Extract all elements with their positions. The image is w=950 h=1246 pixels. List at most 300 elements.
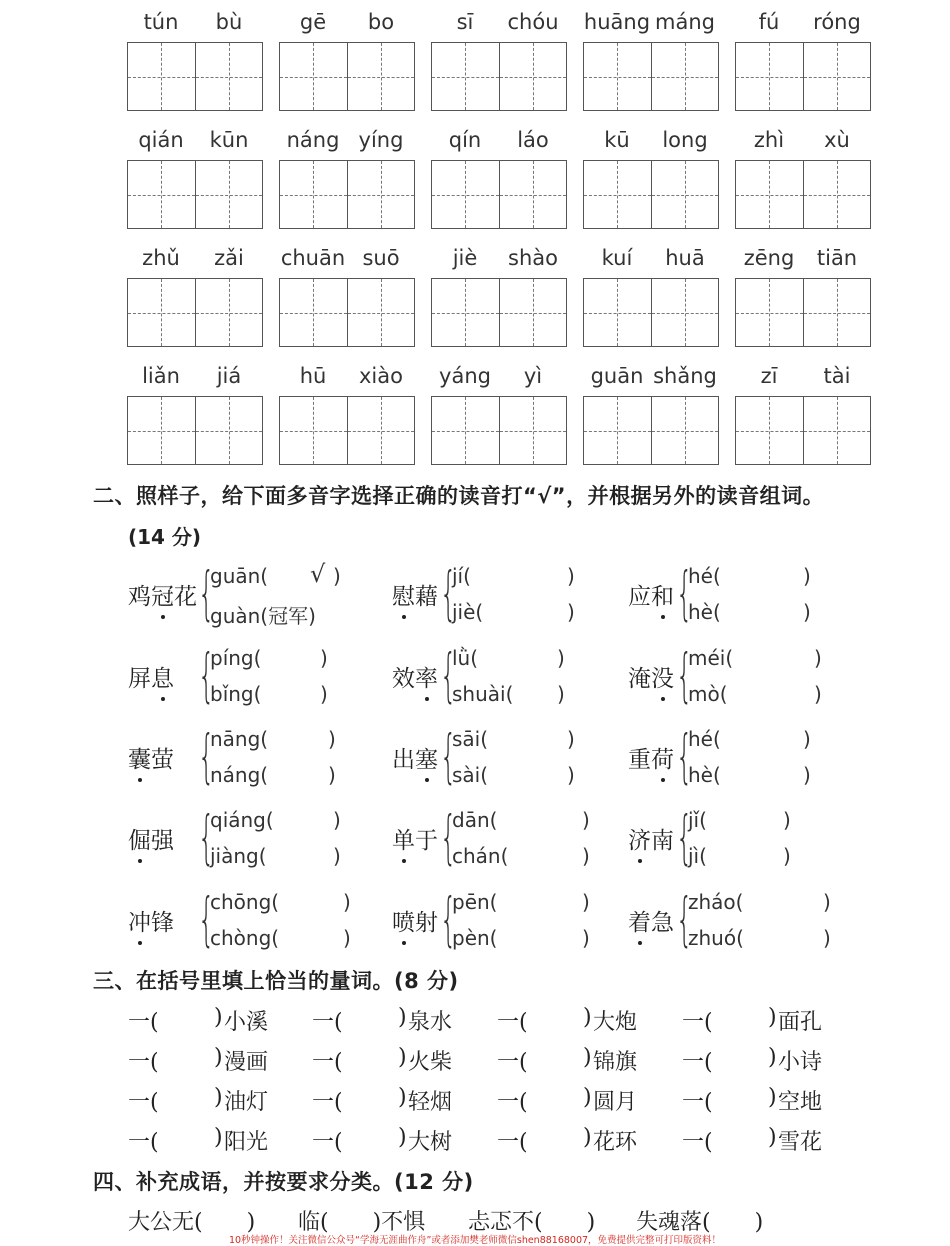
noun-label: 锦旗 [593,1050,638,1075]
writing-grid[interactable] [431,278,567,347]
dotted-char: 冠 [151,578,174,611]
section-4-title: 四、补充成语，并按要求分类。(12 分) [93,1170,474,1194]
pinyin-label [583,364,719,390]
prefix-yi: 一( [312,1090,343,1115]
dotted-char: 冲 [128,904,151,937]
brace-icon: { [676,722,693,790]
idiom-blank[interactable]: 临( )不惧 [298,1210,426,1235]
writing-grid[interactable] [735,278,871,347]
paren-close: ) [333,564,341,588]
reading-text: sāi( [452,727,489,751]
paren-close: ) [768,1085,777,1110]
reading-option-2[interactable] [210,926,363,950]
reading-text: dān( [452,808,498,832]
paren-close: ) [567,763,575,787]
writing-cell[interactable] [195,279,263,346]
pinyin-label [127,10,263,36]
writing-cell[interactable] [736,43,803,110]
writing-cell[interactable] [432,43,499,110]
reading-option-2[interactable] [688,844,803,868]
paren-close: ) [582,926,590,950]
pinyin-syllable: xiào [359,364,403,388]
pinyin-syllable: tài [823,364,851,388]
noun-label: 大炮 [593,1010,638,1035]
polyphone-word [128,660,174,693]
writing-cell[interactable] [499,161,567,228]
reading-option-2[interactable] [688,600,823,624]
paren-close: ) [803,564,811,588]
writing-cell[interactable] [432,397,499,464]
section-2-score: (14 分) [128,525,202,549]
paren-close: ) [582,844,590,868]
polyphone-word [128,904,174,937]
idiom-blank[interactable]: 大公无( ) [128,1210,256,1235]
writing-cell[interactable] [803,397,871,464]
polyphone-word [628,822,674,855]
writing-grid[interactable] [127,160,263,229]
reading-text: chán( [452,844,509,868]
reading-text: qiáng( [210,808,274,832]
reading-text: zhuó( [688,926,744,950]
writing-cell[interactable] [499,397,567,464]
pinyin-label [583,128,719,154]
noun-label: 泉水 [408,1010,453,1035]
brace-icon: { [440,803,457,871]
polyphone-word [128,822,174,855]
reading-option-1[interactable] [452,808,602,832]
word-char: 于 [415,828,438,854]
paren-close: ) [583,1045,592,1070]
polyphone-word [128,741,174,774]
paren-close: ) [803,600,811,624]
paren-close: ) [320,682,328,706]
pinyin-syllable: yì [523,364,543,388]
footer-note: 10秒钟操作！关注微信公众号“学海无涯曲作舟”或者添加樊老师微信shen88168007，免费提供完整可打印版资料！ [228,1235,722,1246]
idiom-blank[interactable]: 失魂落( ) [636,1210,764,1235]
word-char: 淹 [628,666,651,692]
writing-grid[interactable] [583,42,719,111]
word-char: 屏 [128,666,151,692]
writing-cell[interactable] [128,397,195,464]
pinyin-syllable: láo [517,128,549,152]
prefix-yi: 一( [312,1130,343,1155]
writing-cell[interactable] [651,161,719,228]
writing-cell[interactable] [499,279,567,346]
pinyin-label [279,10,415,36]
pinyin-syllable: qín [448,128,482,152]
reading-option-1[interactable] [688,727,823,751]
brace-icon: { [198,885,215,953]
pinyin-syllable: liǎn [142,364,180,388]
reading-option-1[interactable] [688,890,843,914]
paren-close: ) [823,890,831,914]
noun-label: 花环 [593,1130,638,1155]
pinyin-syllable: huāng [583,10,651,34]
brace-icon: { [676,641,693,709]
writing-cell[interactable] [736,279,803,346]
pinyin-syllable: yáng [439,364,491,388]
polyphone-word [628,741,674,774]
word-char: 鸡 [128,584,151,610]
noun-label: 面孔 [778,1010,823,1035]
writing-cell[interactable] [736,161,803,228]
word-char: 急 [651,910,674,936]
pinyin-syllable: tiān [816,246,858,270]
writing-cell[interactable] [280,397,347,464]
writing-cell[interactable] [584,43,651,110]
pinyin-syllable: suō [362,246,400,270]
pinyin-syllable: máng [655,10,715,34]
reading-text: píng( [210,646,262,670]
noun-label: 空地 [778,1090,823,1115]
writing-grid[interactable] [735,42,871,111]
prefix-yi: 一( [497,1010,528,1035]
paren-close: ) [328,763,336,787]
paren-close: ) [214,1085,223,1110]
paren-close: ) [814,646,822,670]
reading-option-2[interactable] [688,763,823,787]
reading-text: chòng( [210,926,280,950]
pinyin-syllable: qián [138,128,184,152]
pinyin-syllable: sī [456,10,474,34]
pinyin-label [127,364,263,390]
writing-cell[interactable] [584,397,651,464]
noun-label: 火柴 [408,1050,453,1075]
reading-option-2[interactable] [452,763,587,787]
writing-cell[interactable] [280,161,347,228]
writing-cell[interactable] [803,279,871,346]
reading-text: jiè( [452,600,484,624]
reading-option-2[interactable] [452,600,587,624]
writing-cell[interactable] [347,397,415,464]
polyphone-word [392,904,438,937]
brace-icon: { [198,803,215,871]
word-char: 锋 [151,910,174,936]
section-3-title: 三、在括号里填上恰当的量词。(8 分) [93,969,459,993]
writing-cell[interactable] [347,43,415,110]
pinyin-label [127,246,263,272]
writing-grid[interactable] [735,160,871,229]
writing-cell[interactable] [195,161,263,228]
paren-close: ) [823,926,831,950]
reading-text: guān( [210,564,269,588]
reading-text: chōng( [210,890,280,914]
pinyin-syllable: kuí [601,246,633,270]
paren-close: ) [768,1125,777,1150]
pinyin-label [279,246,415,272]
noun-label: 小诗 [778,1050,823,1075]
reading-text: nāng( [210,727,269,751]
pinyin-syllable: long [662,128,708,152]
writing-grid[interactable] [279,160,415,229]
writing-cell[interactable] [128,161,195,228]
pinyin-syllable: zēng [743,246,795,270]
reading-text: sài( [452,763,489,787]
pinyin-syllable: yíng [358,128,404,152]
writing-grid[interactable] [279,396,415,465]
paren-close: ) [333,844,341,868]
reading-option-1[interactable] [688,646,834,670]
reading-option-2[interactable] [210,763,348,787]
pinyin-label [583,246,719,272]
brace-icon: { [440,559,457,627]
idiom-blank[interactable]: 忐忑不( ) [468,1210,596,1235]
writing-grid[interactable] [583,278,719,347]
paren-close: ) [557,682,565,706]
writing-cell[interactable] [280,43,347,110]
reading-option-1[interactable] [452,890,602,914]
pinyin-syllable: gē [299,10,327,34]
word-char: 效 [392,666,415,692]
polyphone-word [392,822,438,855]
reading-text: náng( [210,763,269,787]
pinyin-syllable: jiá [216,364,242,388]
paren-close: ) [783,808,791,832]
pinyin-syllable: róng [813,10,861,34]
paren-close: ) [567,727,575,751]
paren-close: ) [583,1125,592,1150]
writing-cell[interactable] [499,43,567,110]
reading-text: bǐng( [210,682,262,706]
paren-close: ) [214,1045,223,1070]
word-char: 强 [151,828,174,854]
paren-close: ) [567,600,575,624]
paren-close: ) [768,1005,777,1030]
pinyin-label [735,10,871,36]
paren-close: ) [803,727,811,751]
writing-cell[interactable] [195,43,263,110]
writing-cell[interactable] [128,279,195,346]
writing-cell[interactable] [432,279,499,346]
check-mark: √ [310,560,326,588]
prefix-yi: 一( [128,1130,159,1155]
prefix-yi: 一( [682,1050,713,1075]
brace-icon: { [440,885,457,953]
prefix-yi: 一( [682,1090,713,1115]
paren-close: ) [557,646,565,670]
reading-option-2[interactable] [210,600,353,629]
paren-close: ) [214,1005,223,1030]
prefix-yi: 一( [497,1130,528,1155]
pinyin-syllable: hū [299,364,327,388]
writing-grid[interactable] [431,42,567,111]
pinyin-syllable: bo [367,10,395,34]
reading-option-1[interactable] [688,808,803,832]
pinyin-syllable: náng [286,128,340,152]
reading-text: hé( [688,727,721,751]
paren-close: ) [783,844,791,868]
paren-close: ) [398,1005,407,1030]
paren-close: ) [333,808,341,832]
pinyin-syllable: jiè [452,246,478,270]
dotted-char: 和 [651,578,674,611]
reading-text: lǜ( [452,646,479,670]
word-char: 藉 [415,584,438,610]
reading-text: guàn(冠军) [210,604,316,628]
reading-text: jǐ( [688,808,707,832]
paren-close: ) [583,1085,592,1110]
pinyin-label [735,364,871,390]
word-char: 南 [651,828,674,854]
dotted-char: 喷 [392,904,415,937]
paren-close: ) [398,1125,407,1150]
reading-text: mò( [688,682,728,706]
pinyin-label [431,128,567,154]
noun-label: 轻烟 [408,1090,453,1115]
reading-option-1[interactable] [452,646,577,670]
reading-option-1[interactable] [688,564,823,588]
paren-close: ) [214,1125,223,1150]
writing-cell[interactable] [347,161,415,228]
writing-cell[interactable] [803,43,871,110]
writing-grid[interactable] [127,42,263,111]
paren-close: ) [328,727,336,751]
noun-label: 小溪 [224,1010,269,1035]
dotted-char: 着 [628,904,651,937]
reading-option-2[interactable] [210,844,353,868]
word-char: 应 [628,584,651,610]
writing-grid[interactable] [127,396,263,465]
pinyin-label [431,364,567,390]
paren-close: ) [320,646,328,670]
writing-grid[interactable] [127,278,263,347]
noun-label: 阳光 [224,1130,269,1155]
noun-label: 圆月 [593,1090,638,1115]
paren-close: ) [398,1085,407,1110]
prefix-yi: 一( [128,1090,159,1115]
reading-option-1[interactable] [210,646,340,670]
polyphone-word [392,741,438,774]
pinyin-label [735,246,871,272]
pinyin-syllable: bù [215,10,243,34]
word-char: 花 [174,584,197,610]
writing-cell[interactable] [736,397,803,464]
reading-option-2[interactable] [452,844,602,868]
writing-cell[interactable] [651,43,719,110]
writing-grid[interactable] [735,396,871,465]
prefix-yi: 一( [497,1090,528,1115]
pinyin-syllable: zī [760,364,778,388]
writing-cell[interactable] [195,397,263,464]
reading-option-2[interactable] [688,926,843,950]
prefix-yi: 一( [312,1010,343,1035]
reading-text: pēn( [452,890,498,914]
paren-close: ) [567,564,575,588]
pinyin-label [431,246,567,272]
pinyin-syllable: chuān [280,246,346,270]
brace-icon: { [676,559,693,627]
paren-close: ) [803,763,811,787]
dotted-char: 没 [651,660,674,693]
paren-close: ) [398,1045,407,1070]
brace-icon: { [198,559,215,627]
pinyin-syllable: tún [143,10,179,34]
prefix-yi: 一( [682,1130,713,1155]
writing-grid[interactable] [279,278,415,347]
writing-cell[interactable] [432,161,499,228]
writing-cell[interactable] [280,279,347,346]
reading-option-1[interactable] [210,560,353,588]
writing-cell[interactable] [651,397,719,464]
brace-icon: { [198,722,215,790]
dotted-char: 济 [628,822,651,855]
pinyin-syllable: huā [665,246,705,270]
polyphone-word [628,660,674,693]
paren-close: ) [582,890,590,914]
reading-text: pèn( [452,926,498,950]
brace-icon: { [440,641,457,709]
pinyin-label [735,128,871,154]
paren-close: ) [768,1045,777,1070]
writing-cell[interactable] [347,279,415,346]
pinyin-syllable: kūn [209,128,249,152]
reading-option-1[interactable] [210,890,363,914]
prefix-yi: 一( [128,1050,159,1075]
reading-text: hè( [688,763,721,787]
pinyin-syllable: kū [604,128,630,152]
polyphone-word [628,578,674,611]
brace-icon: { [676,885,693,953]
reading-option-2[interactable] [688,682,834,706]
dotted-char: 荷 [651,741,674,774]
word-char: 萤 [151,747,174,773]
writing-cell[interactable] [584,279,651,346]
writing-cell[interactable] [651,279,719,346]
prefix-yi: 一( [682,1010,713,1035]
writing-cell[interactable] [128,43,195,110]
section-2-title: 二、照样子，给下面多音字选择正确的读音打“√”，并根据另外的读音组词。 [93,484,825,508]
reading-option-1[interactable] [210,727,348,751]
reading-text: zháo( [688,890,744,914]
pinyin-syllable: xù [824,128,850,152]
brace-icon: { [676,803,693,871]
word-char: 出 [392,747,415,773]
writing-cell[interactable] [803,161,871,228]
reading-text: jí( [452,564,471,588]
writing-grid[interactable] [583,396,719,465]
pinyin-syllable: zhǔ [142,246,180,270]
writing-grid[interactable] [279,42,415,111]
pinyin-syllable: guān [590,364,644,388]
reading-text: jì( [688,844,707,868]
reading-option-2[interactable] [452,682,577,706]
dotted-char: 息 [151,660,174,693]
pinyin-label [279,364,415,390]
prefix-yi: 一( [128,1010,159,1035]
reading-option-2[interactable] [210,682,340,706]
noun-label: 雪花 [778,1130,823,1155]
pinyin-label [279,128,415,154]
reading-text: méi( [688,646,734,670]
brace-icon: { [198,641,215,709]
writing-grid[interactable] [431,396,567,465]
writing-grid[interactable] [431,160,567,229]
reading-option-1[interactable] [452,727,587,751]
writing-grid[interactable] [583,160,719,229]
prefix-yi: 一( [312,1050,343,1075]
paren-close: ) [343,926,351,950]
polyphone-word [628,904,674,937]
writing-cell[interactable] [584,161,651,228]
reading-option-1[interactable] [210,808,353,832]
reading-option-2[interactable] [452,926,602,950]
reading-text: hè( [688,600,721,624]
noun-label: 漫画 [224,1050,269,1075]
reading-option-1[interactable] [452,564,587,588]
polyphone-word [392,578,438,611]
pinyin-syllable: zhì [753,128,785,152]
pinyin-label [583,10,719,36]
